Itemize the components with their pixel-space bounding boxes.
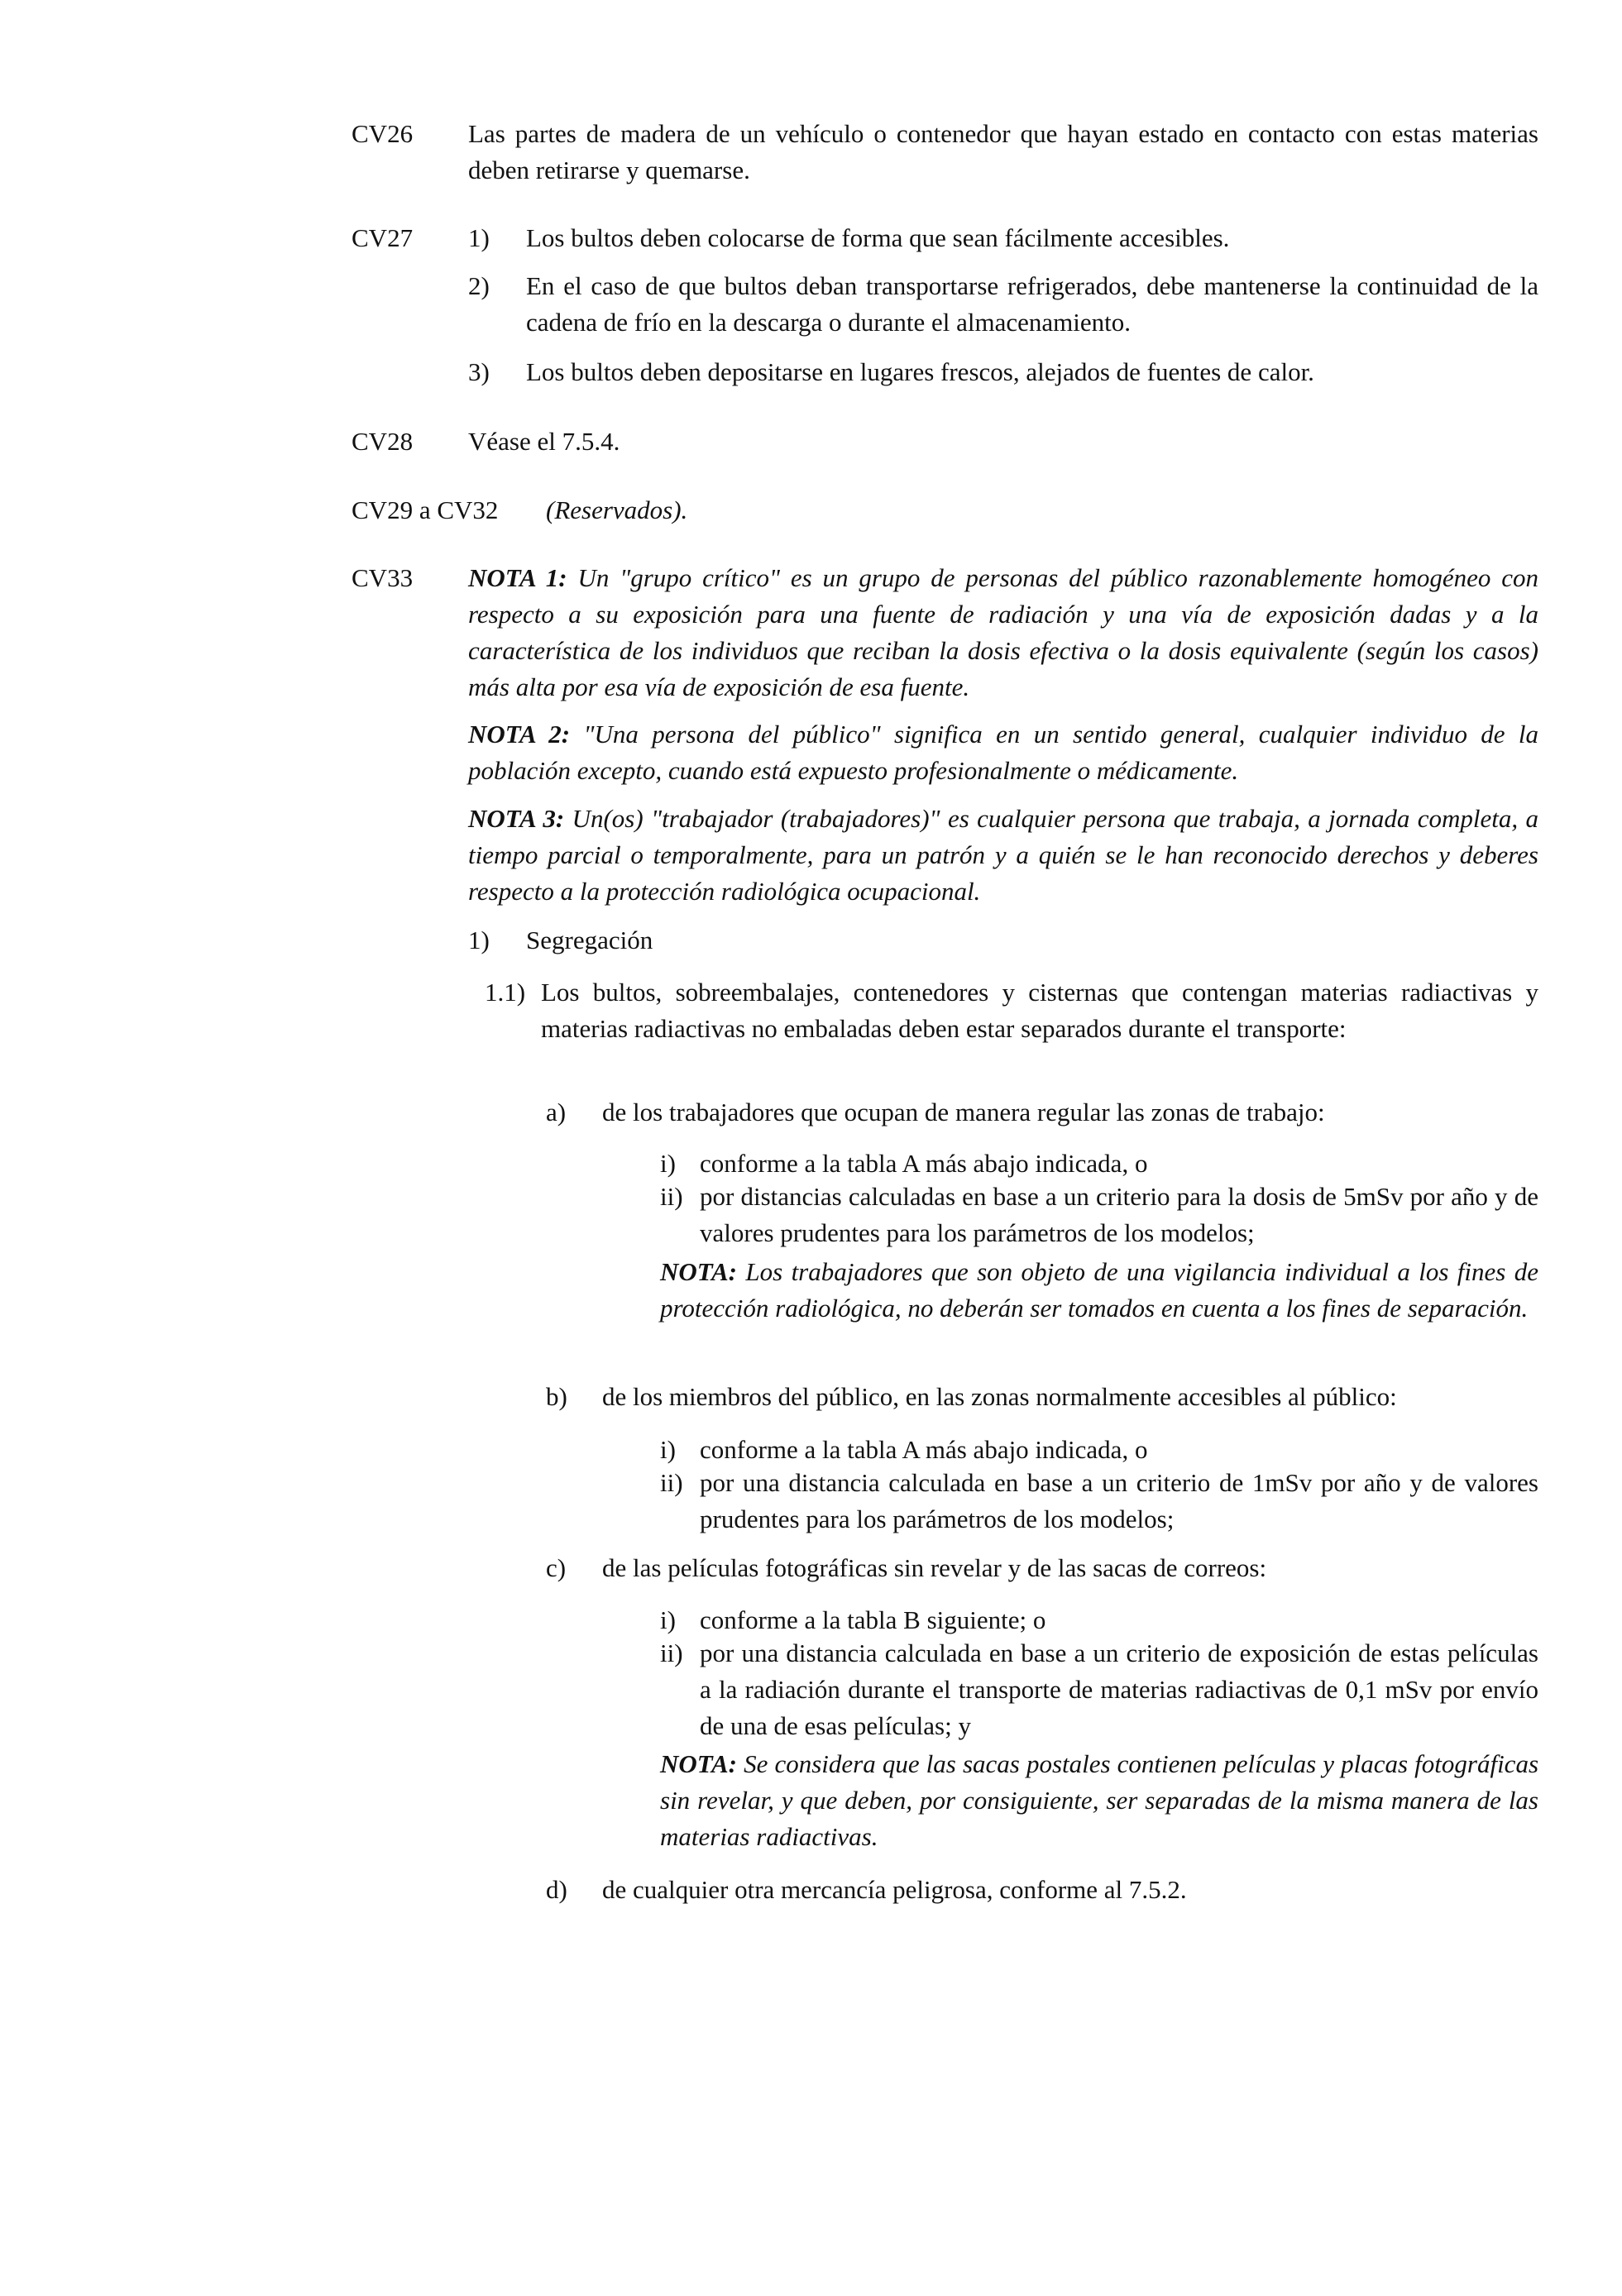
note-2-label: NOTA 2:	[468, 720, 571, 749]
subsection-1-1-num: 1.1)	[485, 978, 526, 1007]
cv33-note-2	[468, 716, 1538, 789]
note-3-text: Un(os) "trabajador (trabajadores)" es cualquier persona que trabaja, a jornada completa, a tiempo parcial o temporalmente, para un patrón y a quién se le han reconocido derechos y deberes respecto a la protección radiológica ocupacional.	[468, 804, 1538, 906]
cv26-text: Las partes de madera de un vehículo o contenedor que hayan estado en contacto con estas materias deben retirarse y quemarse.	[468, 119, 1538, 184]
cv28-code: CV28	[352, 427, 414, 456]
item-d-text: de cualquier otra mercancía peligrosa, conforme al 7.5.2.	[602, 1875, 1187, 1904]
note-1-label: NOTA 1:	[468, 563, 567, 592]
cv29-cv32-code: CV29 a CV32	[352, 495, 499, 524]
item-a-ii-num: ii)	[660, 1182, 683, 1211]
item-b-i-num: i)	[660, 1435, 676, 1464]
item-c-i-text: conforme a la tabla B siguiente; o	[700, 1605, 1046, 1634]
item-a-note-label: NOTA:	[660, 1257, 737, 1286]
cv27-item-2-text: En el caso de que bultos deban transportarse refrigerados, debe mantenerse la continuidad de la cadena de frío en la descarga o durante el almacenamiento.	[526, 271, 1538, 337]
note-2-text: "Una persona del público" significa en un sentido general, cualquier individuo de la población excepto, cuando está expuesto profesionalmente o médicamente.	[468, 720, 1539, 785]
note-1-text: Un "grupo crítico" es un grupo de personas del público razonablemente homogéneo con respecto a su exposición para una fuente de radiación y una vía de exposición dadas y a la característica de los individuos que reciban la dosis efectiva o la dosis equivalente (según los casos) más alta por esa vía de exposición de esa fuente.	[468, 563, 1539, 701]
cv27-item-3-num: 3)	[468, 357, 490, 386]
item-d-letter: d)	[546, 1875, 567, 1904]
item-c-ii-text: por una distancia calculada en base a un criterio de exposición de estas películas a la radiación durante el transporte de materias radiactivas de 0,1 mSv por envío de una de esas películas; y	[700, 1638, 1538, 1740]
cv27-code: CV27	[352, 223, 414, 252]
cv33-code: CV33	[352, 563, 414, 592]
cv27-item-1-num: 1)	[468, 223, 490, 252]
note-3-label: NOTA 3:	[468, 804, 565, 833]
item-c-i-num: i)	[660, 1605, 676, 1634]
segregation-num: 1)	[468, 926, 490, 954]
item-c-text: de las películas fotográficas sin revelar y de las sacas de correos:	[602, 1553, 1267, 1582]
item-c-note	[660, 1746, 1538, 1855]
item-b-i-text: conforme a la tabla A más abajo indicada, o	[700, 1435, 1148, 1464]
item-c-ii-num: ii)	[660, 1638, 683, 1667]
cv27-item-2-num: 2)	[468, 271, 490, 300]
item-b-ii-num: ii)	[660, 1468, 683, 1497]
item-a-i-text: conforme a la tabla A más abajo indicada, o	[700, 1149, 1148, 1178]
item-b-text: de los miembros del público, en las zonas normalmente accesibles al público:	[602, 1382, 1397, 1411]
cv33-note-1	[468, 560, 1538, 706]
cv33-note-3	[468, 801, 1538, 910]
cv27-item-1-text: Los bultos deben colocarse de forma que sean fácilmente accesibles.	[526, 223, 1230, 252]
item-b-ii-text: por una distancia calculada en base a un criterio de 1mSv por año y de valores prudentes para los parámetros de los modelos;	[700, 1468, 1538, 1533]
cv28-text: Véase el 7.5.4.	[468, 427, 620, 456]
item-a-text: de los trabajadores que ocupan de manera regular las zonas de trabajo:	[602, 1098, 1325, 1126]
segregation-title: Segregación	[526, 926, 653, 954]
item-a-i-num: i)	[660, 1149, 676, 1178]
subsection-1-1-text: Los bultos, sobreembalajes, contenedores y cisternas que contengan materias radiactivas y materias radiactivas no embaladas deben estar separados durante el transporte:	[541, 978, 1538, 1043]
item-a-note-text: Los trabajadores que son objeto de una vigilancia individual a los fines de protección radiológica, no deberán ser tomados en cuenta a los fines de separación.	[660, 1257, 1538, 1323]
item-c-note-label: NOTA:	[660, 1749, 737, 1778]
item-a-letter: a)	[546, 1098, 567, 1126]
item-a-note	[660, 1254, 1538, 1327]
item-c-note-text: Se considera que las sacas postales contienen películas y placas fotográficas sin revelar, y que deben, por consiguiente, ser separadas de la misma manera de las materias radiactivas.	[660, 1749, 1539, 1851]
item-a-ii-text: por distancias calculadas en base a un criterio para la dosis de 5mSv por año y de valores prudentes para los parámetros de los modelos;	[700, 1182, 1538, 1247]
cv27-item-3-text: Los bultos deben depositarse en lugares frescos, alejados de fuentes de calor.	[526, 357, 1314, 386]
cv29-cv32-text: (Reservados).	[546, 495, 688, 524]
cv26-code: CV26	[352, 119, 414, 148]
item-c-letter: c)	[546, 1553, 567, 1582]
item-b-letter: b)	[546, 1382, 567, 1411]
